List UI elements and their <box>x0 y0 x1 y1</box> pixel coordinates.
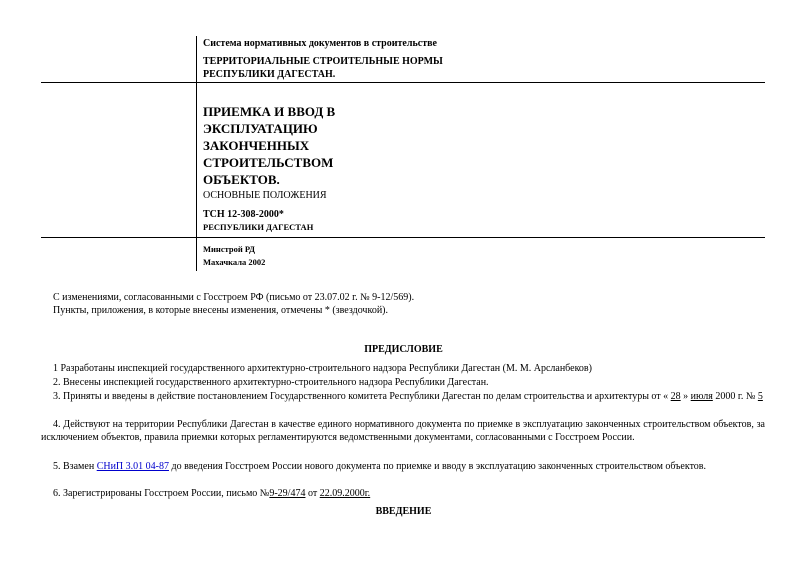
preface-item-3-number: 5 <box>757 391 763 402</box>
changes-note-2: Пункты, приложения, в которые внесены изменения, отмечены * (звездочкой). <box>53 305 388 316</box>
system-title: Система нормативных документов в строительстве <box>203 38 437 49</box>
preface-item-3-text: 3. Приняты и введены в действие постановлением Государственного комитета Республики Дагестан по делам строительства и архитектуры от « <box>53 391 669 402</box>
preface-item-3-month: июля <box>690 391 713 402</box>
preface-item-5-pre: 5. Взамен <box>53 461 95 472</box>
document-title: ПРИЕМКА И ВВОД В ЭКСПЛУАТАЦИЮ ЗАКОНЧЕННЫХ СТРОИТЕЛЬСТВОМ ОБЪЕКТОВ. <box>203 104 336 187</box>
preface-item-3 <box>41 390 765 403</box>
republic-label: РЕСПУБЛИКИ ДАГЕСТАН <box>203 222 314 232</box>
preface-item-3-close: » <box>683 391 689 402</box>
preface-heading: ПРЕДИСЛОВИЕ <box>364 344 443 355</box>
publisher: Минстрой РД <box>203 244 256 254</box>
preface-item-1: 1 Разработаны инспекцией государственного архитектурно-строительного надзора Республики Дагестан (М. М. Арсланбеков) <box>53 363 592 374</box>
introduction-heading: ВВЕДЕНИЕ <box>375 506 432 517</box>
document-subtitle: ОСНОВНЫЕ ПОЛОЖЕНИЯ <box>203 190 327 201</box>
preface-item-6 <box>41 487 765 500</box>
changes-note-1: С изменениями, согласованными с Госстроем РФ (письмо от 23.07.02 г. № 9-12/569). <box>53 292 415 303</box>
header-vertical-rule <box>196 36 197 271</box>
letter-number: 9-29/474 <box>269 488 306 499</box>
preface-item-5-post: до введения Госстроем России нового документа по приемке и вводу в эксплуатацию законченных строительством объектов. <box>171 461 707 472</box>
norms-title-line1: ТЕРРИТОРИАЛЬНЫЕ СТРОИТЕЛЬНЫЕ НОРМЫ <box>203 56 443 67</box>
snip-link[interactable]: СНиП 3.01 04-87 <box>96 461 169 472</box>
preface-item-2: 2. Внесены инспекцией государственного архитектурно-строительного надзора Республики Дагестан. <box>53 377 489 388</box>
header-rule-1 <box>41 82 765 83</box>
preface-item-3-day: 28 <box>670 391 681 402</box>
registration-date: 22.09.2000г. <box>319 488 371 499</box>
preface-item-5 <box>41 460 765 473</box>
preface-item-4: 4. Действуют на территории Республики Дагестан в качестве единого нормативного документа по приемке в эксплуатацию законченных строительством объектов, за исключением объектов, правила приемки которых регламентируются ведомственными документами, согласованными с Госстроем России. <box>41 419 765 443</box>
preface-item-3-year: 2000 г. № <box>715 391 756 402</box>
header-rule-2 <box>41 237 765 238</box>
city-year: Махачкала 2002 <box>203 257 266 267</box>
preface-item-6-pre: 6. Зарегистрированы Госстроем России, письмо № <box>53 488 270 499</box>
norms-title-line2: РЕСПУБЛИКИ ДАГЕСТАН. <box>203 69 336 80</box>
preface-item-6-mid: от <box>307 488 318 499</box>
document-code: ТСН 12-308-2000* <box>203 209 284 220</box>
